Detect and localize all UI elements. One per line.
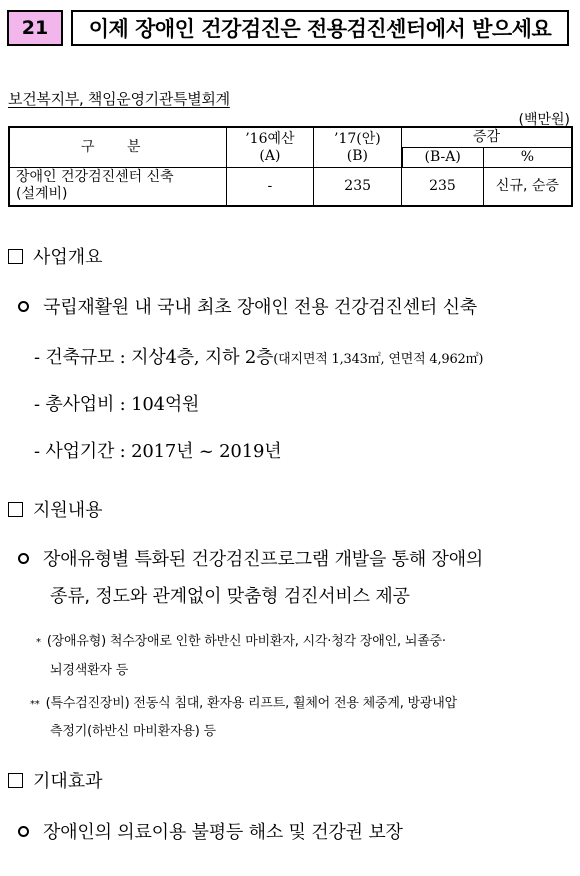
- cell-change: 235: [402, 168, 484, 206]
- cell-2016: -: [226, 168, 314, 206]
- cell-pct: 신규, 순증: [483, 168, 572, 206]
- header-pct: %: [483, 148, 572, 168]
- support-note2-line1: ** (특수검진장비) 전동식 침대, 환자용 리프트, 휠체어 전용 체중계, 방광내압: [30, 696, 457, 711]
- square-bullet-icon: [8, 249, 23, 264]
- section-number-badge: 21: [7, 10, 63, 46]
- header-2016: ’16예산 (A): [226, 127, 314, 168]
- overview-period: - 사업기간 : 2017년 ~ 2019년: [34, 441, 282, 462]
- header-change-sub: (B-A): [402, 148, 484, 168]
- support-note1-line1: * (장애유형) 척수장애로 인한 하반신 마비환자, 시각·청각 장애인, 뇌졸중·: [36, 634, 446, 649]
- circle-bullet-icon: [18, 826, 29, 837]
- overview-scale: - 건축규모 : 지상4층, 지하 2층(대지면적 1,343㎡, 연면적 4,962㎡): [34, 347, 484, 368]
- header-2017: ’17(안) (B): [314, 127, 402, 168]
- ministry-subtitle: 보건복지부, 책임운영기관특별회계: [8, 90, 230, 108]
- circle-bullet-icon: [18, 553, 29, 564]
- section-support-heading: 지원내용: [8, 496, 103, 522]
- cell-2017: 235: [314, 168, 402, 206]
- overview-cost: - 총사업비 : 104억원: [34, 394, 200, 415]
- effect-main: 장애인의 의료이용 불평등 해소 및 건강권 보장: [18, 818, 403, 844]
- budget-table: [8, 126, 573, 207]
- support-note1-line2: 뇌경색환자 등: [50, 663, 129, 678]
- overview-main: 국립재활원 내 국내 최초 장애인 전용 건강검진센터 신축: [18, 293, 477, 319]
- support-main-line2: 종류, 정도와 관계없이 맞춤형 검진서비스 제공: [50, 586, 410, 607]
- header-category: 구 분: [9, 127, 226, 168]
- unit-label: (백만원): [518, 112, 570, 128]
- support-main-line1: 장애유형별 특화된 건강검진프로그램 개발을 통해 장애의: [18, 545, 483, 571]
- square-bullet-icon: [8, 502, 23, 517]
- section-overview-heading: 사업개요: [8, 243, 103, 269]
- row-label: 장애인 건강검진센터 신축 (설계비): [9, 168, 226, 206]
- square-bullet-icon: [8, 773, 23, 788]
- header-change: 증감: [402, 127, 572, 148]
- support-note2-line2: 측정기(하반신 마비환자용) 등: [50, 724, 216, 739]
- circle-bullet-icon: [18, 301, 29, 312]
- section-effect-heading: 기대효과: [8, 767, 103, 793]
- page-title: 이제 장애인 건강검진은 전용검진센터에서 받으세요: [71, 10, 569, 46]
- page-header: [7, 10, 569, 46]
